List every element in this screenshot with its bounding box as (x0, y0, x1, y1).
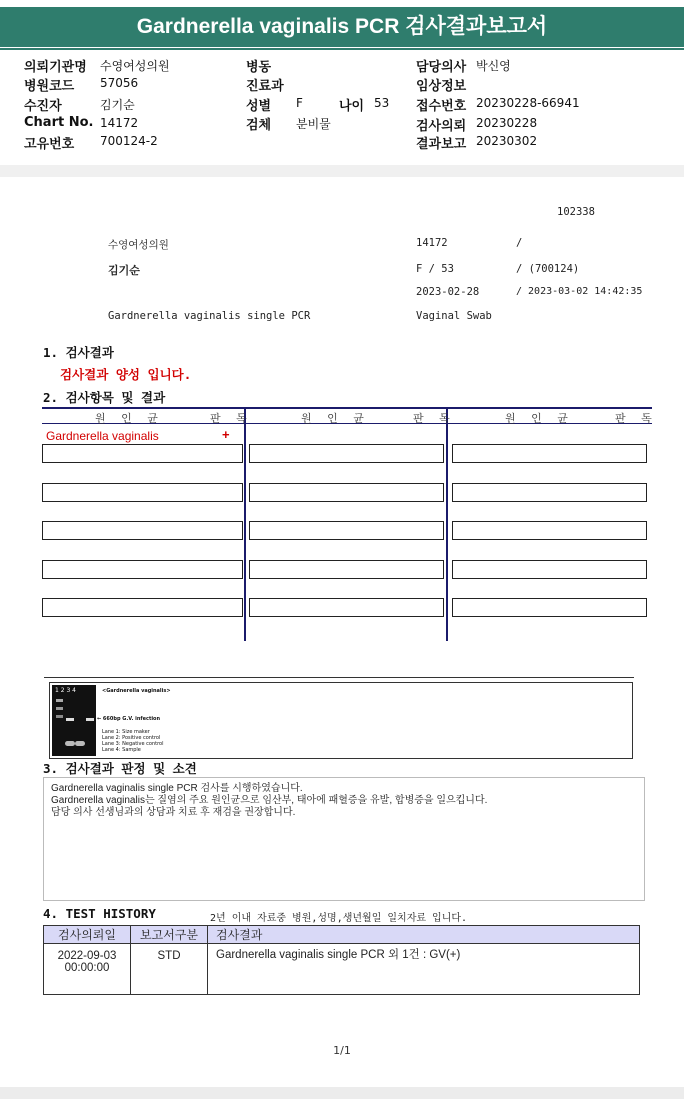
gel-band (66, 718, 74, 721)
section-4-title: 4. TEST HISTORY (43, 906, 156, 921)
page-separator (0, 165, 684, 177)
report-sex-age: F / 53 (416, 263, 454, 275)
gel-lane-numbers: 1 2 3 4 (55, 687, 76, 694)
pathogen-result: + (222, 427, 230, 442)
history-note: 2년 이내 자료중 병원,성명,생년월일 일치자료 입니다. (210, 913, 468, 924)
request-date-value: 20230228 (476, 116, 538, 130)
grid-divider-1 (244, 407, 246, 641)
result-box (452, 444, 647, 463)
unique-no-value: 700124-2 (100, 134, 158, 148)
specimen-value: 분비물 (296, 117, 331, 131)
bottom-bar (0, 1087, 684, 1099)
result-box (452, 598, 647, 617)
gel-legend-line: Lane 3: Negative control (102, 741, 164, 747)
section-1-title: 1. 검사결과 (43, 345, 114, 360)
result-box (249, 521, 444, 540)
sex-value: F (296, 96, 303, 110)
history-col-result: 검사결과 (208, 926, 640, 944)
result-box (249, 483, 444, 502)
result-box (249, 560, 444, 579)
history-table (43, 925, 640, 995)
doctor-label: 담당의사 (416, 60, 467, 75)
result-box (249, 598, 444, 617)
history-type: STD (131, 944, 208, 995)
header-col3 (416, 56, 676, 156)
age-label: 나이 (339, 99, 365, 114)
report-receipt-date: 2023-02-28 (416, 286, 480, 298)
hospital-code-label: 병원코드 (24, 79, 75, 94)
opinion-line: Gardnerella vaginalis는 질염의 주요 원인균으로 임산부, 태아에 패혈증을 유발, 합병증을 일으킵니다. (51, 795, 488, 806)
ward-label: 병동 (246, 60, 272, 75)
gel-legend-line: Lane 2: Positive control (102, 735, 161, 741)
gel-band-label: ← 660bp G.V. infection (97, 716, 161, 722)
report-patient: 김기순 (108, 264, 140, 277)
receipt-no-label: 접수번호 (416, 99, 467, 114)
result-box (42, 521, 243, 540)
result-box (249, 444, 444, 463)
col2-pathogen-header: 원 인 균 (301, 412, 370, 425)
result-box (452, 560, 647, 579)
history-date-cell (44, 944, 131, 995)
result-box (42, 560, 243, 579)
report-title: Gardnerella vaginalis PCR 검사결과보고서 (0, 7, 684, 47)
grid-divider-2 (446, 407, 448, 641)
receipt-no-value: 20230228-66941 (476, 96, 580, 110)
table-row (44, 944, 640, 995)
request-date-label: 검사의뢰 (416, 119, 467, 134)
result-summary: 검사결과 양성 입니다. (60, 367, 192, 382)
report-slash: / (516, 237, 523, 249)
header-col1 (24, 56, 224, 156)
gel-band (86, 718, 94, 721)
section-2-title: 2. 검사항목 및 결과 (43, 390, 166, 405)
page-number: 1/1 (333, 1044, 351, 1057)
gel-band (75, 741, 85, 746)
history-col-type: 보고서구분 (131, 926, 208, 944)
gel-band (56, 707, 63, 710)
result-box (452, 521, 647, 540)
col3-pathogen-header: 원 인 균 (505, 412, 574, 425)
gel-band (56, 715, 63, 718)
result-box (42, 598, 243, 617)
gel-figure (49, 682, 633, 759)
opinion-line: Gardnerella vaginalis single PCR 검사를 시행하였습니다. (51, 783, 303, 794)
col1-pathogen-header: 원 인 균 (95, 412, 164, 425)
report-specimen: Vaginal Swab (416, 310, 492, 322)
result-box (42, 483, 243, 502)
sex-label: 성별 (246, 99, 272, 114)
report-id: / (700124) (516, 263, 580, 275)
report-test-name: Gardnerella vaginalis single PCR (108, 310, 311, 322)
header-col2 (246, 56, 406, 156)
col1-result-header: 판 독 (210, 412, 253, 425)
history-header-row (44, 926, 640, 944)
pathogen-name: Gardnerella vaginalis (46, 429, 159, 443)
report-date-value: 20230302 (476, 134, 538, 148)
history-col-date: 검사의뢰일 (44, 926, 131, 944)
patient-value: 김기순 (100, 98, 135, 112)
unique-no-label: 고유번호 (24, 137, 75, 152)
age-value: 53 (374, 96, 390, 110)
doctor-value: 박신영 (476, 59, 511, 73)
gel-band (56, 699, 63, 702)
grid-top-rule (42, 407, 652, 409)
specimen-label: 검체 (246, 118, 272, 133)
report-chart: 14172 (416, 237, 448, 249)
result-box (452, 483, 647, 502)
report-code: 102338 (557, 206, 595, 218)
hospital-value: 수영여성의원 (100, 59, 170, 73)
title-rule (0, 48, 684, 50)
report-date-label: 결과보고 (416, 137, 467, 152)
history-time: 00:00:00 (64, 962, 110, 974)
report-datetime: / 2023-03-02 14:42:35 (516, 286, 643, 297)
chart-no-label: Chart No. (24, 115, 94, 130)
patient-label: 수진자 (24, 99, 62, 114)
gel-band (65, 741, 75, 746)
dept-label: 진료과 (246, 79, 284, 94)
col3-result-header: 판 독 (615, 412, 658, 425)
section-3-title: 3. 검사결과 판정 및 소견 (43, 761, 197, 776)
col2-result-header: 판 독 (413, 412, 456, 425)
gel-legend-line: Lane 4: Sample (102, 747, 141, 753)
gel-image (52, 685, 96, 756)
result-box (42, 444, 243, 463)
report-hospital: 수영여성의원 (108, 239, 169, 251)
opinion-line: 담당 의사 선생님과의 상담과 치료 후 재검을 권장합니다. (51, 807, 296, 818)
hospital-label: 의뢰기관명 (24, 60, 87, 75)
history-result: Gardnerella vaginalis single PCR 외 1건 : GV(+) (208, 944, 640, 995)
opinion-box (43, 777, 645, 901)
hospital-code-value: 57056 (100, 76, 139, 90)
gel-legend-line: Lane 1: Size maker (102, 729, 150, 735)
gel-heading: <Gardnerella vaginalis> (102, 688, 171, 694)
clinical-info-label: 임상정보 (416, 79, 467, 94)
chart-no-value: 14172 (100, 116, 139, 130)
history-date: 2022-09-03 (57, 950, 117, 962)
gel-top-rule (44, 677, 634, 678)
